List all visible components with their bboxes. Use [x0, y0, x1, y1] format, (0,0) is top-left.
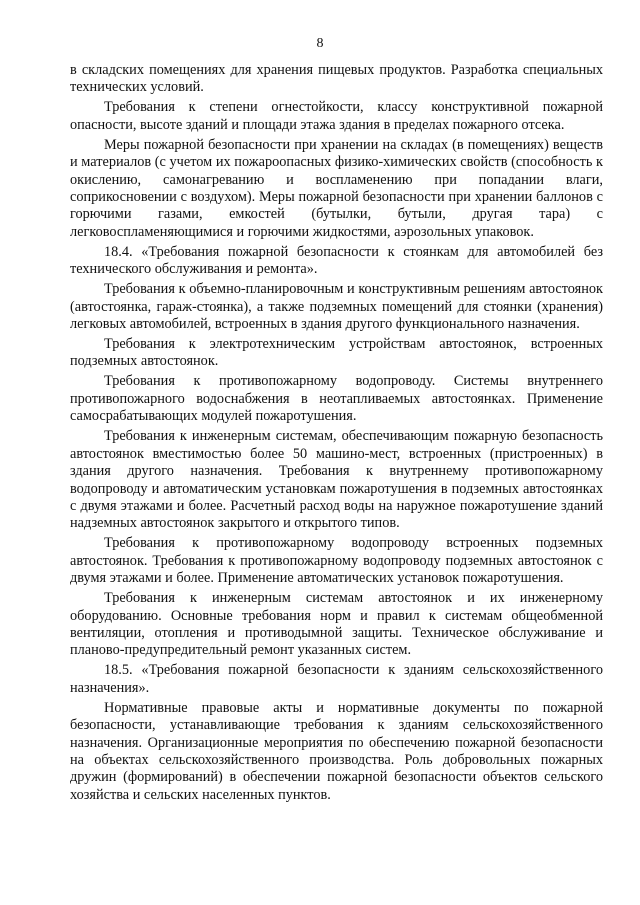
- section-heading-18-5: 18.5. «Требования пожарной безопасности к зданиям сельскохозяйственного назначения».: [70, 662, 603, 696]
- paragraph-5: Требования к объемно-планировочным и конструктивным решениям автостоянок (автостоянка, гараж-стоянка), а также подземных помещений для стоянки (хранения) легковых автомобилей, встроенных в здания другого функционального назначения.: [70, 281, 603, 333]
- paragraph-2: Требования к степени огнестойкости, классу конструктивной пожарной опасности, высоте зданий и площади этажа здания в пределах пожарного отсека.: [70, 99, 603, 133]
- paragraph-6: Требования к электротехническим устройствам автостоянок, встроенных подземных автостоянок.: [70, 336, 603, 370]
- paragraph-10: Требования к инженерным системам автостоянок и их инженерному оборудованию. Основные требования норм и правил к системам общеобменной вентиляции, отопления и противодымной защиты. Техническое обслуживание и планово-предупредительный ремонт указанных систем.: [70, 590, 603, 659]
- paragraph-3: Меры пожарной безопасности при хранении на складах (в помещениях) веществ и материалов (с учетом их пожароопасных физико-химических свойств (способность к окислению, самонагреванию и воспламенению при попадании влаги, соприкосновении с воздухом). Меры пожарной безопасности при хранении баллонов с горючими газами, емкостей (бутылки, бутыли, другая тара) с легковоспламеняющимися и горючими жидкостями, аэрозольных упаковок.: [70, 136, 603, 240]
- paragraph-9: Требования к противопожарному водопроводу встроенных подземных автостоянок. Требования к противопожарному водопроводу подземных автостоянок с двумя этажами и более. Применение автоматических установок пожаротушения.: [70, 535, 603, 587]
- section-heading-18-4: 18.4. «Требования пожарной безопасности к стоянкам для автомобилей без технического обслуживания и ремонта».: [70, 243, 603, 278]
- paragraph-8: Требования к инженерным системам, обеспечивающим пожарную безопасность автостоянок вместимостью более 50 машино-мест, встроенных (пристроенных) в здания другого назначения. Требования к внутреннему противопожарному водопроводу и автоматическим установкам пожаротушения в подземных автостоянках с двумя этажами и более. Расчетный расход воды на наружное пожаротушение зданий надземных автостоянок закрытого и открытого типов.: [70, 428, 603, 532]
- paragraph-12: Нормативные правовые акты и нормативные документы по пожарной безопасности, устанавливающие требования к зданиям сельскохозяйственного назначения. Организационные мероприятия по обеспечению пожарной безопасности на объектах сельскохозяйственного производства. Роль добровольных пожарных дружин (формирований) в обеспечении пожарной безопасности объектов сельского хозяйства и сельских населенных пунктов.: [70, 699, 603, 803]
- document-body: [70, 62, 603, 807]
- paragraph-7: Требования к противопожарному водопроводу. Системы внутреннего противопожарного водоснабжения в неотапливаемых автостоянках. Применение самосрабатывающих модулей пожаротушения.: [70, 373, 603, 425]
- page-number: 8: [316, 36, 324, 51]
- paragraph-1: в складских помещениях для хранения пищевых продуктов. Разработка специальных технических условий.: [70, 62, 603, 96]
